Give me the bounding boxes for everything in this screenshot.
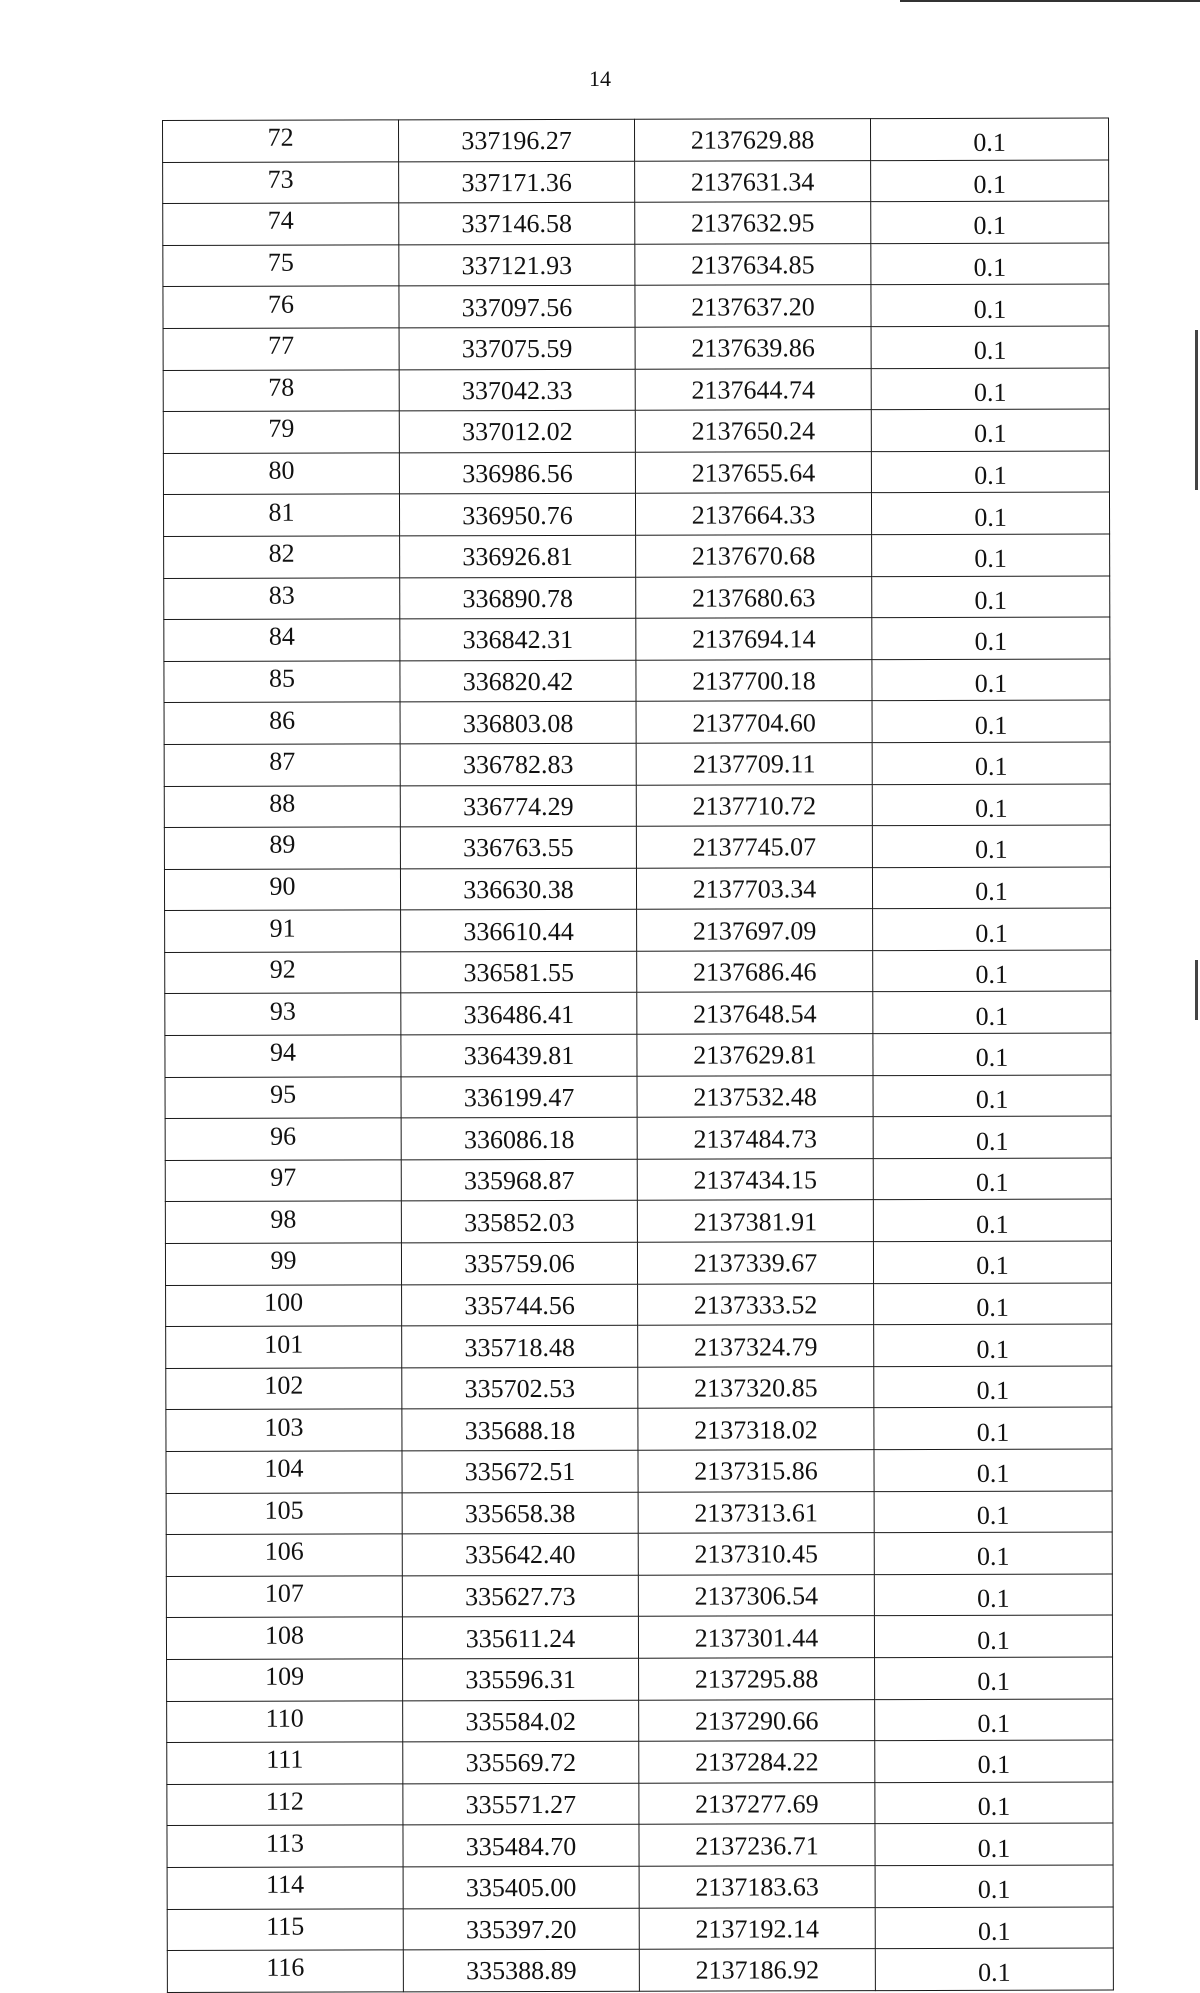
point-number-cell: 107: [166, 1576, 402, 1618]
point-number-cell: 74: [163, 203, 399, 245]
table-row: [166, 1366, 1112, 1410]
x-coordinate-cell: 336926.81: [400, 535, 636, 577]
table-row: [165, 950, 1111, 994]
table-row: [164, 659, 1110, 703]
page-number: 14: [589, 66, 611, 91]
point-number-cell: 76: [163, 286, 399, 328]
table-row: [163, 409, 1109, 453]
x-coordinate-cell: 335596.31: [403, 1658, 639, 1700]
table-row: [164, 825, 1110, 869]
y-coordinate-cell: 2137310.45: [638, 1533, 874, 1575]
table-row: [167, 1823, 1113, 1867]
point-number-cell: 80: [163, 453, 399, 495]
value-cell: 0.1: [875, 1823, 1113, 1865]
x-coordinate-cell: 336486.41: [401, 993, 637, 1035]
table-row: [166, 1283, 1112, 1327]
x-coordinate-cell: 336782.83: [400, 743, 636, 785]
table-row: [165, 1158, 1111, 1202]
x-coordinate-cell: 337012.02: [399, 410, 635, 452]
x-coordinate-cell: 335571.27: [403, 1783, 639, 1825]
point-number-cell: 79: [163, 411, 399, 453]
table-row: [165, 1116, 1111, 1160]
value-cell: 0.1: [875, 1699, 1113, 1741]
value-cell: 0.1: [875, 1657, 1113, 1699]
point-number-cell: 101: [166, 1326, 402, 1368]
table-row: [164, 867, 1110, 911]
y-coordinate-cell: 2137670.68: [636, 535, 872, 577]
value-cell: 0.1: [874, 1449, 1112, 1491]
table-row: [164, 617, 1110, 661]
table-row: [166, 1615, 1112, 1659]
point-number-cell: 105: [166, 1492, 402, 1534]
x-coordinate-cell: 337075.59: [399, 327, 635, 369]
value-cell: 0.1: [871, 409, 1109, 451]
y-coordinate-cell: 2137632.95: [635, 202, 871, 244]
x-coordinate-cell: 335688.18: [402, 1409, 638, 1451]
table-row: [167, 1907, 1113, 1951]
value-cell: 0.1: [872, 700, 1110, 742]
x-coordinate-cell: 336774.29: [400, 785, 636, 827]
y-coordinate-cell: 2137629.88: [634, 119, 870, 161]
x-coordinate-cell: 335584.02: [403, 1700, 639, 1742]
point-number-cell: 73: [163, 161, 399, 203]
table-row: [165, 1075, 1111, 1119]
point-number-cell: 110: [167, 1700, 403, 1742]
value-cell: 0.1: [875, 1740, 1113, 1782]
value-cell: 0.1: [872, 617, 1110, 659]
point-number-cell: 90: [164, 869, 400, 911]
point-number-cell: 99: [165, 1243, 401, 1285]
x-coordinate-cell: 335642.40: [402, 1533, 638, 1575]
table-row: [167, 1740, 1113, 1784]
value-cell: 0.1: [871, 451, 1109, 493]
point-number-cell: 97: [165, 1160, 401, 1202]
value-cell: 0.1: [872, 784, 1110, 826]
y-coordinate-cell: 2137284.22: [639, 1741, 875, 1783]
value-cell: 0.1: [871, 326, 1109, 368]
point-number-cell: 116: [167, 1950, 403, 1992]
y-coordinate-cell: 2137639.86: [635, 327, 871, 369]
table-row: [166, 1407, 1112, 1451]
x-coordinate-cell: 335569.72: [403, 1741, 639, 1783]
coordinate-table: [162, 118, 1114, 1993]
value-cell: 0.1: [871, 284, 1109, 326]
point-number-cell: 98: [165, 1201, 401, 1243]
table-row: [165, 1241, 1111, 1285]
table-row: [165, 991, 1111, 1035]
x-coordinate-cell: 337097.56: [399, 286, 635, 328]
value-cell: 0.1: [874, 1491, 1112, 1533]
point-number-cell: 93: [165, 993, 401, 1035]
x-coordinate-cell: 335702.53: [402, 1367, 638, 1409]
point-number-cell: 95: [165, 1077, 401, 1119]
x-coordinate-cell: 336610.44: [401, 910, 637, 952]
x-coordinate-cell: 336986.56: [399, 452, 635, 494]
x-coordinate-cell: 336086.18: [401, 1118, 637, 1160]
value-cell: 0.1: [875, 1865, 1113, 1907]
value-cell: 0.1: [873, 991, 1111, 1033]
scan-edge-right: [1195, 330, 1198, 490]
point-number-cell: 83: [164, 577, 400, 619]
x-coordinate-cell: 335759.06: [401, 1242, 637, 1284]
y-coordinate-cell: 2137697.09: [637, 909, 873, 951]
y-coordinate-cell: 2137484.73: [637, 1117, 873, 1159]
x-coordinate-cell: 335852.03: [401, 1201, 637, 1243]
y-coordinate-cell: 2137320.85: [638, 1366, 874, 1408]
value-cell: 0.1: [871, 368, 1109, 410]
y-coordinate-cell: 2137277.69: [639, 1782, 875, 1824]
y-coordinate-cell: 2137306.54: [638, 1574, 874, 1616]
point-number-cell: 77: [163, 328, 399, 370]
table-row: [166, 1491, 1112, 1535]
table-row: [163, 368, 1109, 412]
value-cell: 0.1: [872, 825, 1110, 867]
value-cell: 0.1: [872, 534, 1110, 576]
point-number-cell: 115: [167, 1908, 403, 1950]
x-coordinate-cell: 335397.20: [403, 1908, 639, 1950]
x-coordinate-cell: 336581.55: [401, 951, 637, 993]
point-number-cell: 113: [167, 1825, 403, 1867]
value-cell: 0.1: [873, 1158, 1111, 1200]
value-cell: 0.1: [871, 201, 1109, 243]
table-row: [167, 1865, 1113, 1909]
value-cell: 0.1: [873, 950, 1111, 992]
table-row: [163, 243, 1109, 287]
point-number-cell: 84: [164, 619, 400, 661]
value-cell: 0.1: [871, 243, 1109, 285]
table-row: [163, 118, 1109, 162]
value-cell: 0.1: [871, 160, 1109, 202]
value-cell: 0.1: [873, 1241, 1111, 1283]
point-number-cell: 72: [163, 120, 399, 162]
x-coordinate-cell: 337196.27: [399, 119, 635, 161]
y-coordinate-cell: 2137313.61: [638, 1491, 874, 1533]
table-row: [166, 1324, 1112, 1368]
point-number-cell: 114: [167, 1867, 403, 1909]
x-coordinate-cell: 335388.89: [403, 1949, 639, 1991]
y-coordinate-cell: 2137631.34: [635, 160, 871, 202]
table-row: [163, 451, 1109, 495]
table-row: [163, 492, 1109, 536]
x-coordinate-cell: 335484.70: [403, 1825, 639, 1867]
x-coordinate-cell: 335672.51: [402, 1450, 638, 1492]
point-number-cell: 82: [164, 536, 400, 578]
x-coordinate-cell: 337042.33: [399, 369, 635, 411]
point-number-cell: 85: [164, 661, 400, 703]
table-row: [165, 908, 1111, 952]
y-coordinate-cell: 2137686.46: [637, 951, 873, 993]
point-number-cell: 111: [167, 1742, 403, 1784]
y-coordinate-cell: 2137434.15: [637, 1158, 873, 1200]
table-row: [163, 201, 1109, 245]
value-cell: 0.1: [872, 576, 1110, 618]
y-coordinate-cell: 2137648.54: [637, 992, 873, 1034]
value-cell: 0.1: [873, 1199, 1111, 1241]
point-number-cell: 94: [165, 1035, 401, 1077]
value-cell: 0.1: [874, 1532, 1112, 1574]
x-coordinate-cell: 336199.47: [401, 1076, 637, 1118]
table-row: [167, 1699, 1113, 1743]
table-row: [166, 1449, 1112, 1493]
x-coordinate-cell: 335627.73: [402, 1575, 638, 1617]
value-cell: 0.1: [871, 492, 1109, 534]
table-row: [165, 1033, 1111, 1077]
table-row: [167, 1782, 1113, 1826]
point-number-cell: 75: [163, 245, 399, 287]
value-cell: 0.1: [874, 1324, 1112, 1366]
y-coordinate-cell: 2137634.85: [635, 243, 871, 285]
y-coordinate-cell: 2137290.66: [639, 1699, 875, 1741]
value-cell: 0.1: [874, 1407, 1112, 1449]
point-number-cell: 78: [163, 369, 399, 411]
x-coordinate-cell: 335744.56: [402, 1284, 638, 1326]
y-coordinate-cell: 2137680.63: [636, 576, 872, 618]
value-cell: 0.1: [874, 1283, 1112, 1325]
y-coordinate-cell: 2137700.18: [636, 659, 872, 701]
y-coordinate-cell: 2137295.88: [639, 1658, 875, 1700]
x-coordinate-cell: 335968.87: [401, 1159, 637, 1201]
y-coordinate-cell: 2137629.81: [637, 1034, 873, 1076]
point-number-cell: 92: [165, 952, 401, 994]
point-number-cell: 109: [167, 1659, 403, 1701]
x-coordinate-cell: 336630.38: [400, 868, 636, 910]
point-number-cell: 100: [166, 1285, 402, 1327]
table-row: [167, 1948, 1113, 1992]
y-coordinate-cell: 2137381.91: [637, 1200, 873, 1242]
coordinate-table-body: [163, 118, 1114, 1992]
y-coordinate-cell: 2137644.74: [635, 368, 871, 410]
x-coordinate-cell: 335658.38: [402, 1492, 638, 1534]
y-coordinate-cell: 2137694.14: [636, 618, 872, 660]
y-coordinate-cell: 2137301.44: [638, 1616, 874, 1658]
x-coordinate-cell: 335718.48: [402, 1325, 638, 1367]
table-row: [167, 1657, 1113, 1701]
point-number-cell: 102: [166, 1368, 402, 1410]
point-number-cell: 108: [166, 1617, 402, 1659]
table-row: [164, 700, 1110, 744]
point-number-cell: 81: [163, 494, 399, 536]
point-number-cell: 89: [164, 827, 400, 869]
y-coordinate-cell: 2137192.14: [639, 1907, 875, 1949]
table-row: [166, 1574, 1112, 1618]
value-cell: 0.1: [873, 908, 1111, 950]
table-row: [163, 284, 1109, 328]
value-cell: 0.1: [873, 1116, 1111, 1158]
value-cell: 0.1: [875, 1948, 1113, 1990]
y-coordinate-cell: 2137315.86: [638, 1450, 874, 1492]
y-coordinate-cell: 2137236.71: [639, 1824, 875, 1866]
table-row: [163, 326, 1109, 370]
y-coordinate-cell: 2137703.34: [636, 867, 872, 909]
y-coordinate-cell: 2137324.79: [638, 1325, 874, 1367]
y-coordinate-cell: 2137637.20: [635, 285, 871, 327]
y-coordinate-cell: 2137532.48: [637, 1075, 873, 1117]
y-coordinate-cell: 2137183.63: [639, 1866, 875, 1908]
x-coordinate-cell: 335611.24: [402, 1617, 638, 1659]
point-number-cell: 88: [164, 785, 400, 827]
value-cell: 0.1: [872, 867, 1110, 909]
point-number-cell: 103: [166, 1409, 402, 1451]
value-cell: 0.1: [873, 1075, 1111, 1117]
y-coordinate-cell: 2137664.33: [635, 493, 871, 535]
x-coordinate-cell: 336820.42: [400, 660, 636, 702]
y-coordinate-cell: 2137339.67: [637, 1242, 873, 1284]
x-coordinate-cell: 336842.31: [400, 618, 636, 660]
value-cell: 0.1: [874, 1366, 1112, 1408]
y-coordinate-cell: 2137650.24: [635, 410, 871, 452]
value-cell: 0.1: [873, 1033, 1111, 1075]
table-row: [164, 742, 1110, 786]
point-number-cell: 112: [167, 1784, 403, 1826]
y-coordinate-cell: 2137333.52: [638, 1283, 874, 1325]
point-number-cell: 86: [164, 702, 400, 744]
table-row: [164, 576, 1110, 620]
y-coordinate-cell: 2137745.07: [636, 826, 872, 868]
x-coordinate-cell: 337121.93: [399, 244, 635, 286]
value-cell: 0.1: [872, 742, 1110, 784]
x-coordinate-cell: 336803.08: [400, 702, 636, 744]
value-cell: 0.1: [872, 659, 1110, 701]
value-cell: 0.1: [875, 1782, 1113, 1824]
x-coordinate-cell: 336890.78: [400, 577, 636, 619]
value-cell: 0.1: [874, 1574, 1112, 1616]
x-coordinate-cell: 337146.58: [399, 202, 635, 244]
point-number-cell: 87: [164, 744, 400, 786]
y-coordinate-cell: 2137318.02: [638, 1408, 874, 1450]
table-row: [165, 1199, 1111, 1243]
point-number-cell: 104: [166, 1451, 402, 1493]
y-coordinate-cell: 2137709.11: [636, 743, 872, 785]
scan-edge-top: [900, 0, 1200, 2]
table-row: [164, 784, 1110, 828]
point-number-cell: 106: [166, 1534, 402, 1576]
table-row: [164, 534, 1110, 578]
x-coordinate-cell: 336763.55: [400, 826, 636, 868]
value-cell: 0.1: [875, 1907, 1113, 1949]
y-coordinate-cell: 2137655.64: [635, 451, 871, 493]
x-coordinate-cell: 337171.36: [399, 161, 635, 203]
y-coordinate-cell: 2137186.92: [639, 1949, 875, 1991]
x-coordinate-cell: 335405.00: [403, 1866, 639, 1908]
y-coordinate-cell: 2137710.72: [636, 784, 872, 826]
scan-edge-right-lower: [1195, 960, 1198, 1020]
point-number-cell: 91: [165, 910, 401, 952]
table-row: [163, 160, 1109, 204]
table-row: [166, 1532, 1112, 1576]
point-number-cell: 96: [165, 1118, 401, 1160]
x-coordinate-cell: 336439.81: [401, 1034, 637, 1076]
value-cell: 0.1: [870, 118, 1108, 160]
y-coordinate-cell: 2137704.60: [636, 701, 872, 743]
x-coordinate-cell: 336950.76: [399, 494, 635, 536]
value-cell: 0.1: [874, 1615, 1112, 1657]
